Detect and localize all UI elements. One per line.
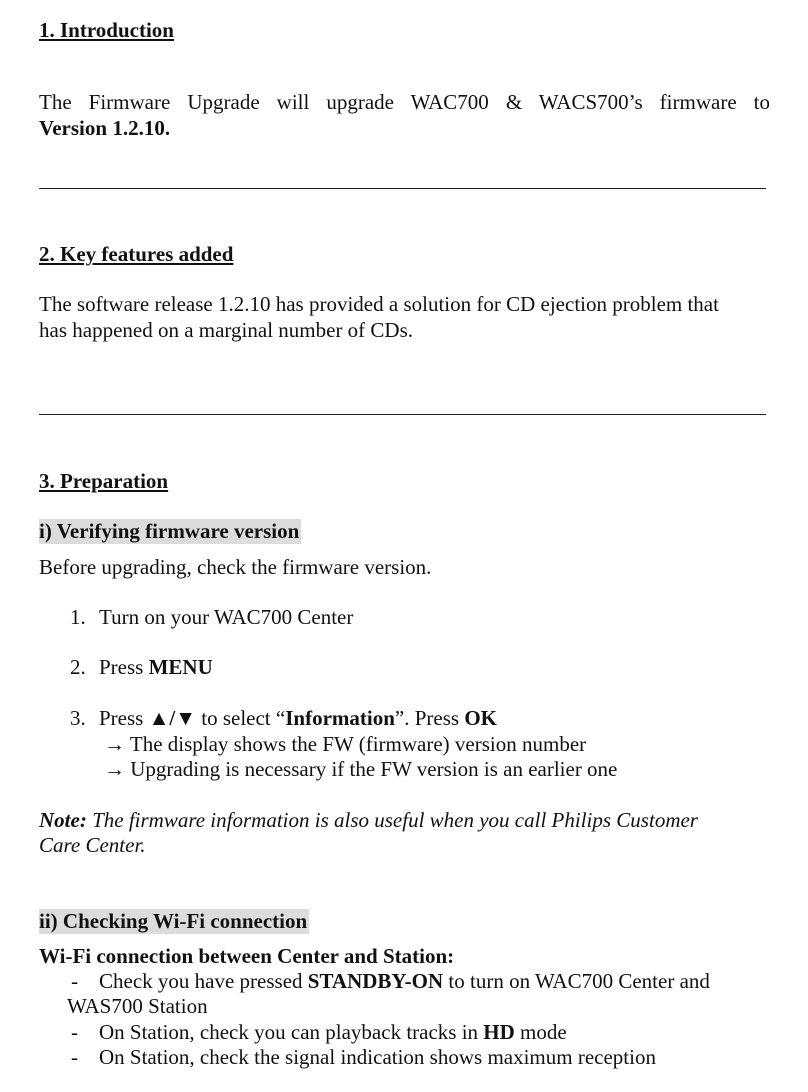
intro-text: The Firmware Upgrade will upgrade WAC700 & WACS700’s firmware to xyxy=(39,90,770,114)
arrow-text: → The display shows the FW (firmware) version number xyxy=(104,732,587,756)
bullet-dash: - xyxy=(71,1045,78,1069)
wifi-subtitle: Wi-Fi connection between Center and Station: xyxy=(39,944,455,968)
section-heading-preparation: 3. Preparation xyxy=(39,469,169,493)
step-text: Press ▲/▼ to select “Information”. Press OK xyxy=(99,706,497,730)
divider xyxy=(39,414,766,415)
note-label: Note: xyxy=(39,808,87,832)
bullet-dash: - xyxy=(71,1020,78,1044)
step-number: 1. xyxy=(70,605,86,629)
step-number: 2. xyxy=(70,655,86,679)
subsection-title-verify-firmware: i) Verifying firmware version xyxy=(39,519,300,543)
section-heading-key-features: 2. Key features added xyxy=(39,242,234,266)
step-text: Turn on your WAC700 Center xyxy=(99,605,354,629)
note-line-1: Note: The firmware information is also useful when you call Philips Customer xyxy=(39,808,698,832)
bullet-text: On Station, check the signal indication shows maximum reception xyxy=(99,1045,656,1069)
section-heading-introduction: 1. Introduction xyxy=(39,18,174,42)
note-line-2: Care Center. xyxy=(39,833,146,857)
subsection-title-wifi: ii) Checking Wi-Fi connection xyxy=(39,909,308,933)
step-text: Press MENU xyxy=(99,655,213,679)
up-down-arrows-icon: ▲/▼ xyxy=(148,706,196,730)
bullet-text: Check you have pressed STANDBY-ON to turn on WAC700 Center and xyxy=(99,969,710,993)
bullet-dash: - xyxy=(71,969,78,993)
features-text-line-2: has happened on a marginal number of CDs. xyxy=(39,318,414,342)
verify-intro: Before upgrading, check the firmware version. xyxy=(39,555,432,579)
features-text-line-1: The software release 1.2.10 has provided a solution for CD ejection problem that xyxy=(39,292,719,316)
step-number: 3. xyxy=(70,706,86,730)
bullet-text-continuation: WAS700 Station xyxy=(67,994,208,1018)
divider xyxy=(39,188,766,189)
bullet-text: On Station, check you can playback tracks in HD mode xyxy=(99,1020,567,1044)
intro-version: Version 1.2.10. xyxy=(39,116,171,140)
arrow-text: → Upgrading is necessary if the FW version is an earlier one xyxy=(104,757,618,781)
